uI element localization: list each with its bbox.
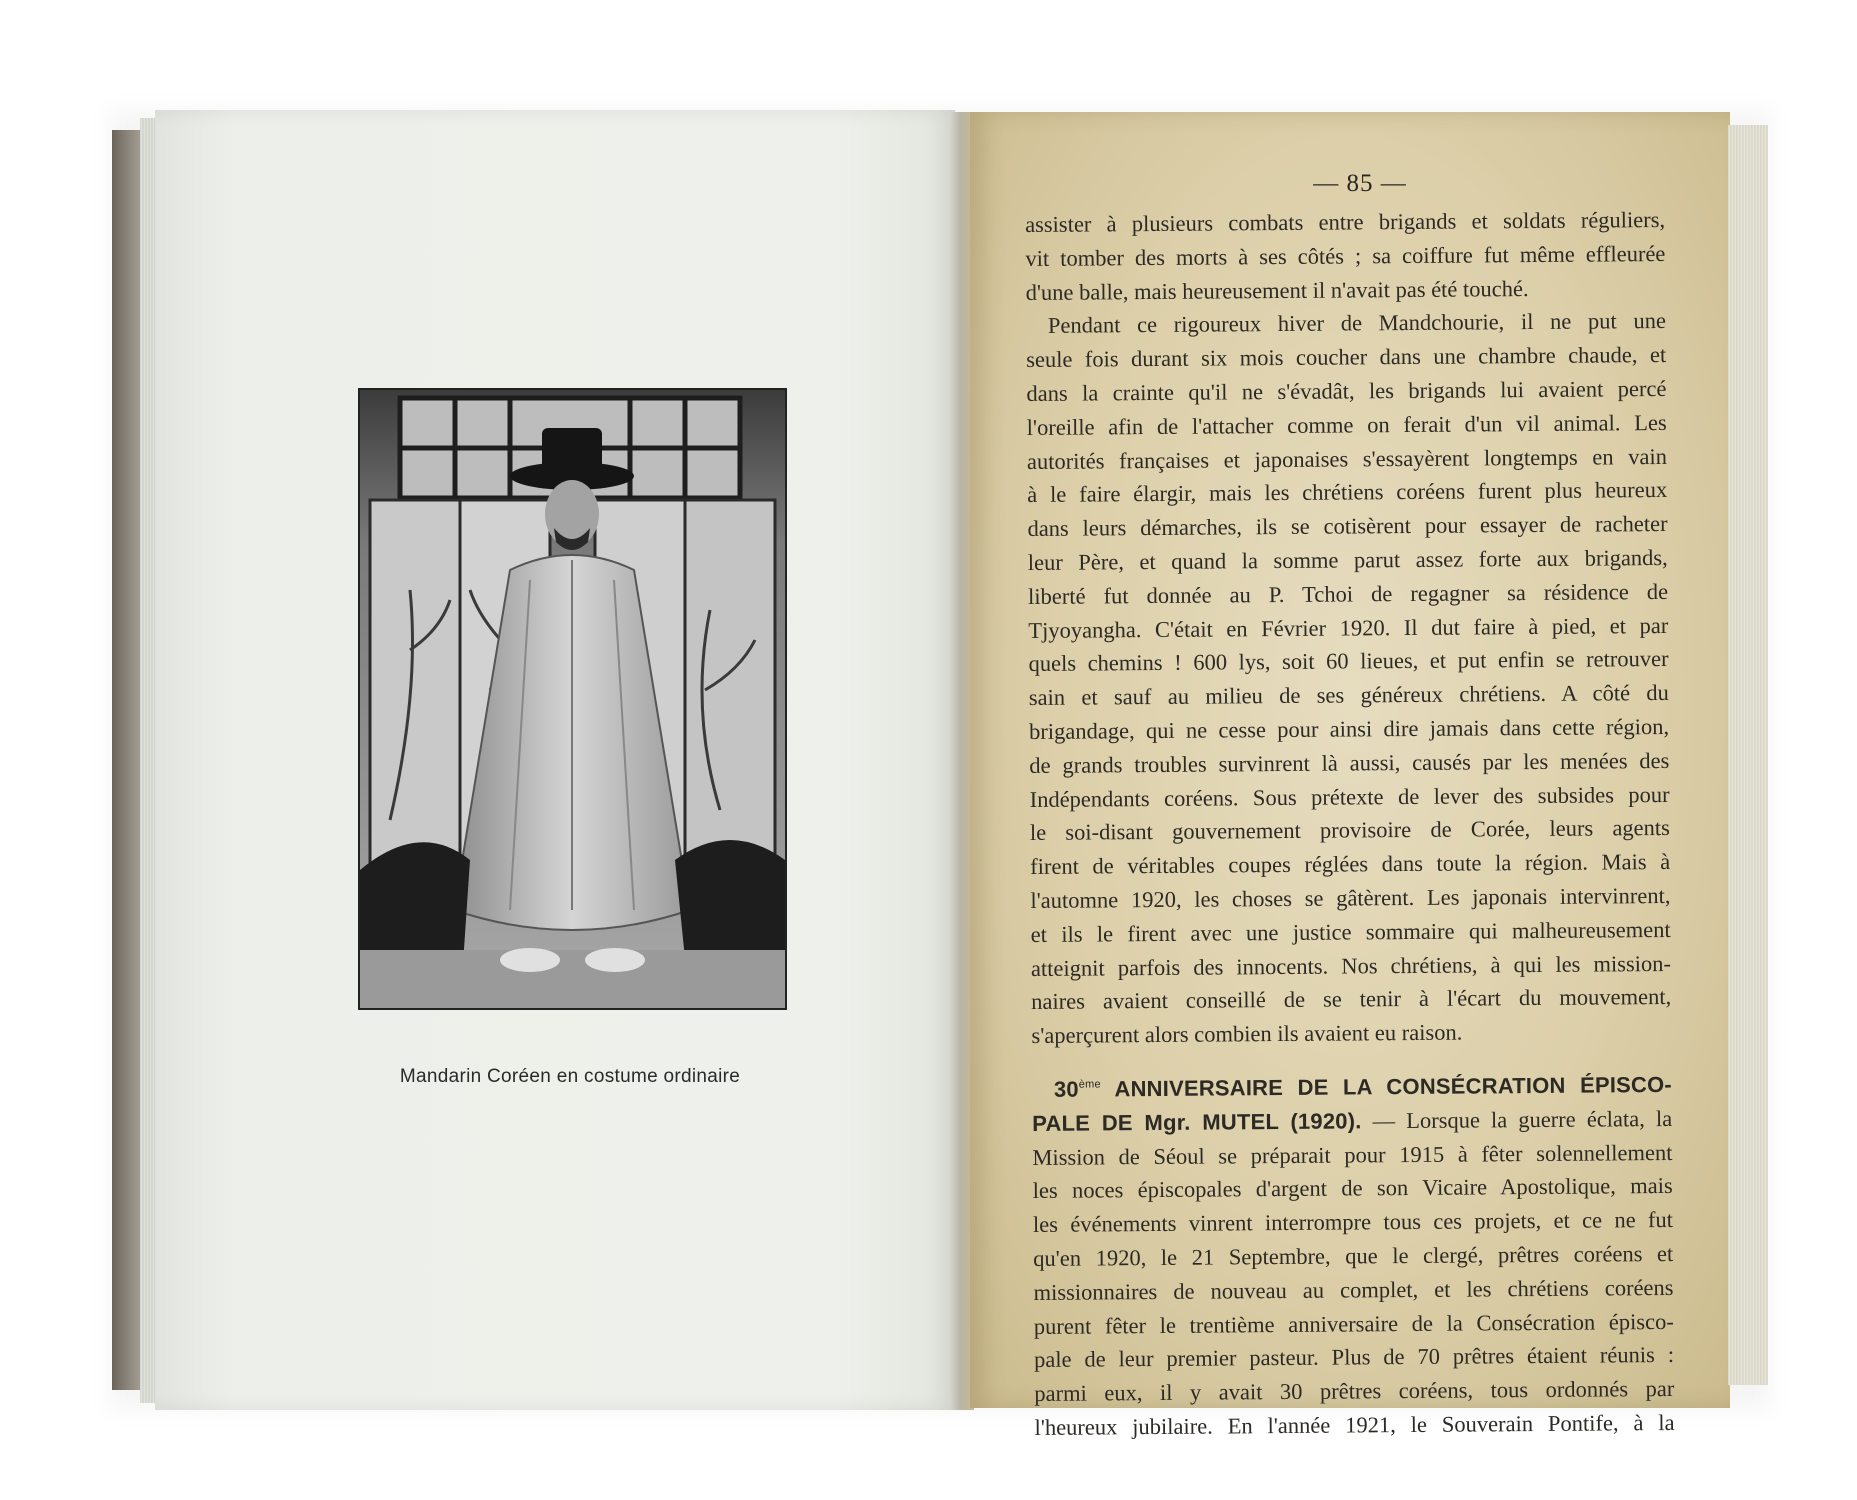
text-line: à le faire élargir, mais les chrétiens coréens furent plus heureux	[1027, 477, 1668, 508]
text-fragment: — Lorsque la guerre éclata, la	[1372, 1105, 1673, 1134]
text-line: vit tomber des morts à ses côtés ; sa coiffure fut même effleurée	[1025, 240, 1666, 271]
text-line: de grands troubles survinrent là aussi, causés par les menées des	[1029, 747, 1670, 778]
text-line: Tjyoyangha. C'était en Février 1920. Il dut faire à pied, et par	[1028, 612, 1669, 643]
text-line: Pendant ce rigoureux hiver de Mandchourie, il ne put une	[1047, 308, 1667, 339]
section-heading-line-2	[1032, 1102, 1672, 1141]
text-line: assister à plusieurs combats entre brigands et soldats réguliers,	[1025, 206, 1666, 237]
text-line: leur Père, et quand la somme parut assez forte aux brigands,	[1027, 544, 1668, 575]
text-line: l'oreille afin de l'attacher comme on ferait d'un vil animal. Les	[1026, 409, 1667, 440]
mandarin-photo	[358, 388, 787, 1010]
text-line: parmi eux, il y avait 30 prêtres coréens, tous ordonnés par	[1034, 1376, 1675, 1407]
body-text	[1025, 203, 1675, 1445]
text-line: firent de véritables coupes réglées dans toute la région. Mais à	[1030, 849, 1671, 880]
section-heading-ordinal: 30	[1053, 1076, 1079, 1102]
text-line: naires avaient conseillé de se tenir à l'écart du mouvement,	[1031, 984, 1672, 1015]
text-line: dans la crainte qu'il ne s'évadât, les brigands lui avaient percé	[1026, 375, 1667, 406]
mandarin-photo-illustration	[360, 390, 785, 1008]
text-line: Indépendants coréens. Sous prétexte de lever des subsides pour	[1029, 781, 1670, 812]
text-line: sain et sauf au milieu de ses généreux chrétiens. A côté du	[1028, 680, 1669, 711]
text-line: dans leurs démarches, ils se cotisèrent pour essayer de racheter	[1027, 511, 1668, 542]
text-line: missionnaires de nouveau au complet, et les chrétiens coréens	[1033, 1274, 1674, 1305]
text-line: les événements vinrent interrompre tous ces projets, et ce ne fut	[1032, 1207, 1674, 1238]
text-line: seule fois durant six mois coucher dans une chambre chaude, et	[1026, 342, 1667, 373]
text-line: s'aperçurent alors combien ils avaient eu raison.	[1031, 1019, 1463, 1049]
text-line: d'une balle, mais heureusement il n'avait pas été touché.	[1025, 275, 1529, 305]
text-line: quels chemins ! 600 lys, soit 60 lieues, et put enfin se retrouver	[1028, 646, 1669, 677]
text-line: les noces épiscopales d'argent de son Vicaire Apostolique, mais	[1032, 1173, 1673, 1204]
text-line: et ils le firent avec une justice sommaire qui malheureusement	[1030, 916, 1671, 947]
text-line: purent fêter le trentième anniversaire de la Consécration épisco-	[1033, 1308, 1674, 1339]
text-line: atteignit parfois des innocents. Nos chrétiens, à qui les mission-	[1030, 950, 1672, 981]
text-line: autorités françaises et japonaises s'essayèrent longtemps en vain	[1026, 443, 1668, 474]
text-line: brigandage, qui ne cesse pour ainsi dire jamais dans cette région,	[1029, 713, 1670, 744]
text-line: Mission de Séoul se préparait pour 1915 à fêter solennellement	[1032, 1139, 1673, 1170]
text-line: qu'en 1920, le 21 Septembre, que le clergé, prêtres coréens et	[1033, 1240, 1674, 1271]
text-line: le soi-disant gouvernement provisoire de Corée, leurs agents	[1029, 815, 1670, 846]
photo-caption: Mandarin Coréen en costume ordinaire	[399, 1066, 741, 1087]
section-heading-title: ANNIVERSAIRE DE LA CONSÉCRATION ÉPISCO-	[1100, 1071, 1673, 1102]
text-line: l'heureux jubilaire. En l'année 1921, le Souverain Pontife, à la	[1034, 1409, 1675, 1440]
text-line: pale de leur premier pasteur. Plus de 70 prêtres étaient réunis :	[1033, 1342, 1675, 1373]
section-heading-sup: ème	[1078, 1078, 1101, 1091]
page-number: — 85 —	[1313, 170, 1407, 197]
section-heading-line	[1032, 1064, 1672, 1107]
section-heading-continued: PALE DE Mgr. MUTEL (1920).	[1032, 1108, 1362, 1136]
right-page-stack	[1728, 125, 1768, 1385]
text-line: liberté fut donnée au P. Tchoi de regagner sa résidence de	[1027, 578, 1669, 609]
text-line: l'automne 1920, les choses se gâtèrent. Les japonais intervinrent,	[1030, 882, 1671, 913]
